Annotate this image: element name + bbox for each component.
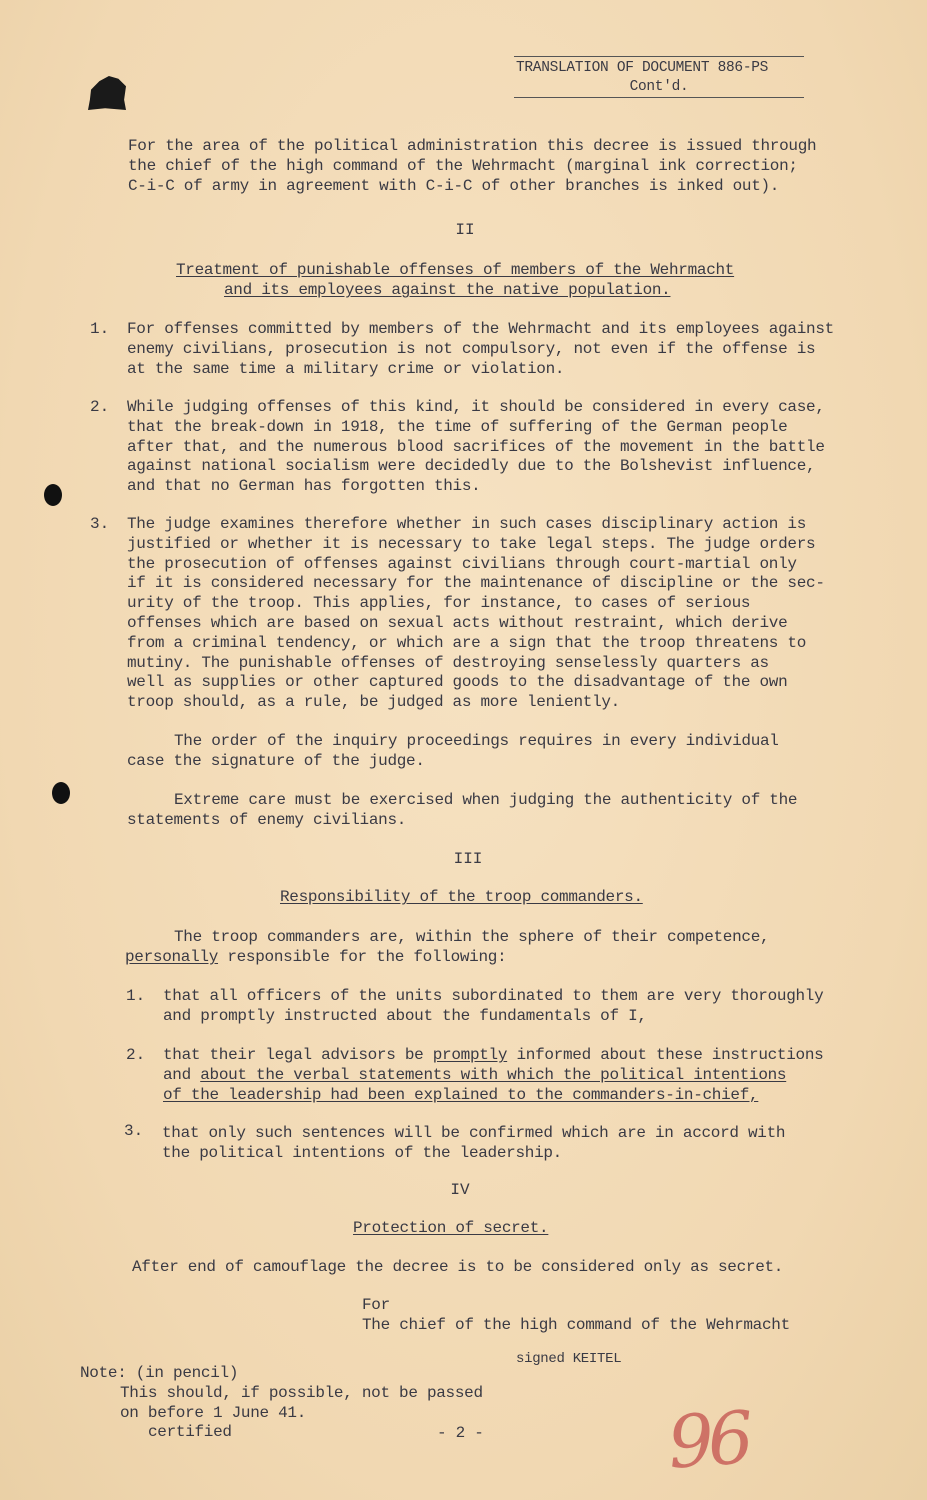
text-fragment: and <box>163 1065 201 1084</box>
signature-block <box>362 1296 790 1336</box>
handwritten-page-number: 96 <box>665 1395 751 1485</box>
item-number: 1. <box>90 320 110 338</box>
note-line: This should, if possible, not be passed <box>120 1383 483 1402</box>
note-line: certified <box>148 1423 232 1442</box>
section-title <box>176 261 734 281</box>
text-line: if it is considered necessary for the maintenance of discipline or the sec- <box>127 574 825 593</box>
text-fragment: responsible for the following: <box>218 947 507 966</box>
title-line: Responsibility of the troop commanders. <box>280 888 643 906</box>
item-number: 1. <box>126 987 146 1005</box>
note-title: Note: (in pencil) <box>80 1364 239 1382</box>
list-item <box>127 515 825 713</box>
signature-for: For <box>362 1296 390 1314</box>
underlined-word: personally <box>125 947 219 966</box>
text-line: The troop commanders are, within the sphere of their competence, <box>174 928 770 946</box>
text-fragment: informed about these instructions <box>507 1046 824 1064</box>
list-item <box>127 320 834 379</box>
signature-signed <box>516 1350 621 1370</box>
text-line: While judging offenses of this kind, it should be considered in every case, <box>127 398 825 416</box>
text-line: and that no German has forgotten this. <box>127 477 481 496</box>
item-number: 2. <box>126 1046 146 1064</box>
item-number: 3. <box>90 515 110 533</box>
text-line: statements of enemy civilians. <box>127 810 407 829</box>
paragraph <box>127 791 797 831</box>
text-line: enemy civilians, prosecution is not compulsory, not even if the offense is <box>127 339 816 358</box>
signed-name: signed KEITEL <box>516 1351 622 1367</box>
signature-chief: The chief of the high command of the Wehrmacht <box>362 1315 790 1334</box>
text-line: troop should, as a rule, be judged as more leniently. <box>127 693 620 712</box>
ink-blot <box>88 76 126 110</box>
text-line: case the signature of the judge. <box>127 751 425 770</box>
section-title <box>280 888 643 908</box>
text-line <box>125 948 769 968</box>
text-line: that only such sentences will be confirmed which are in accord with <box>162 1124 786 1142</box>
text-line: For offenses committed by members of the Wehrmacht and its employees against <box>127 320 834 338</box>
text-line: C-i-C of army in agreement with C-i-C of other branches is inked out). <box>128 176 780 195</box>
text-fragment: that their legal advisors be <box>163 1046 433 1064</box>
intro-paragraph <box>128 137 816 196</box>
text-line <box>163 1046 823 1066</box>
text-line: the chief of the high command of the Wehrmacht (marginal ink correction; <box>128 156 798 175</box>
underlined-word: promptly <box>432 1046 508 1064</box>
text-line: mutiny. The punishable offenses of destroying senselessly quarters as <box>127 653 769 672</box>
title-line: Treatment of punishable offenses of members of the Wehrmacht <box>176 261 735 279</box>
header-title: TRANSLATION OF DOCUMENT 886-PS <box>516 60 769 76</box>
text-line: the political intentions of the leadership. <box>162 1143 562 1162</box>
text-line: that the break-down in 1918, the time of suffering of the German people <box>127 417 788 436</box>
item-number: 3. <box>124 1122 144 1140</box>
section-numeral: II <box>455 221 475 239</box>
text-line: offenses which are based on sexual acts without restraint, which derive <box>127 613 788 632</box>
list-item <box>127 398 825 497</box>
text-line: well as supplies or other captured goods to the disadvantage of the own <box>127 673 788 692</box>
section-title <box>224 281 670 301</box>
paragraph <box>125 928 769 968</box>
punch-hole <box>52 782 70 804</box>
text-line: Extreme care must be exercised when judging the authenticity of the <box>174 791 798 809</box>
section-numeral: IV <box>450 1181 470 1199</box>
item-number: 2. <box>90 398 110 416</box>
list-item <box>163 987 823 1027</box>
page-number-text: - 2 - <box>437 1424 484 1442</box>
section-numeral: III <box>453 850 483 868</box>
pencil-note <box>80 1364 483 1443</box>
text-line: The order of the inquiry proceedings requires in every individual <box>174 732 779 750</box>
paragraph <box>127 732 779 772</box>
text-line: after that, and the numerous blood sacrifices of the movement in the battle <box>127 437 825 456</box>
text-line: urity of the troop. This applies, for instance, to cases of serious <box>127 594 751 613</box>
list-item <box>163 1046 823 1105</box>
document-header <box>514 56 804 98</box>
title-line: Protection of secret. <box>353 1219 549 1237</box>
text-line: and promptly instructed about the fundamentals of I, <box>163 1006 647 1025</box>
text-line: at the same time a military crime or violation. <box>127 359 565 378</box>
underlined-text: about the verbal statements with which the political intentions <box>200 1065 787 1084</box>
text-line: against national socialism were decidedly due to the Bolshevist influence, <box>127 457 816 476</box>
text-line: the prosecution of offenses against civilians through court-martial only <box>127 554 797 573</box>
text-line <box>163 1066 823 1086</box>
section-title <box>353 1219 548 1239</box>
paragraph <box>132 1258 783 1278</box>
header-contd: Cont'd. <box>629 79 689 95</box>
text-line: After end of camouflage the decree is to be considered only as secret. <box>132 1258 784 1276</box>
punch-hole <box>44 484 62 506</box>
text-line: The judge examines therefore whether in such cases disciplinary action is <box>127 515 807 533</box>
text-line: justified or whether it is necessary to take legal steps. The judge orders <box>127 534 816 553</box>
page-number <box>437 1424 484 1444</box>
list-item <box>162 1124 785 1164</box>
text-line: of the leadership had been explained to the commanders-in-chief, <box>163 1085 759 1104</box>
text-line: that all officers of the units subordinated to them are very thoroughly <box>163 987 824 1005</box>
note-line: on before 1 June 41. <box>120 1403 307 1422</box>
text-line: from a criminal tendency, or which are a sign that the troop threatens to <box>127 633 807 652</box>
text-line: For the area of the political administration this decree is issued through <box>128 137 817 155</box>
title-line: and its employees against the native population. <box>224 281 671 299</box>
